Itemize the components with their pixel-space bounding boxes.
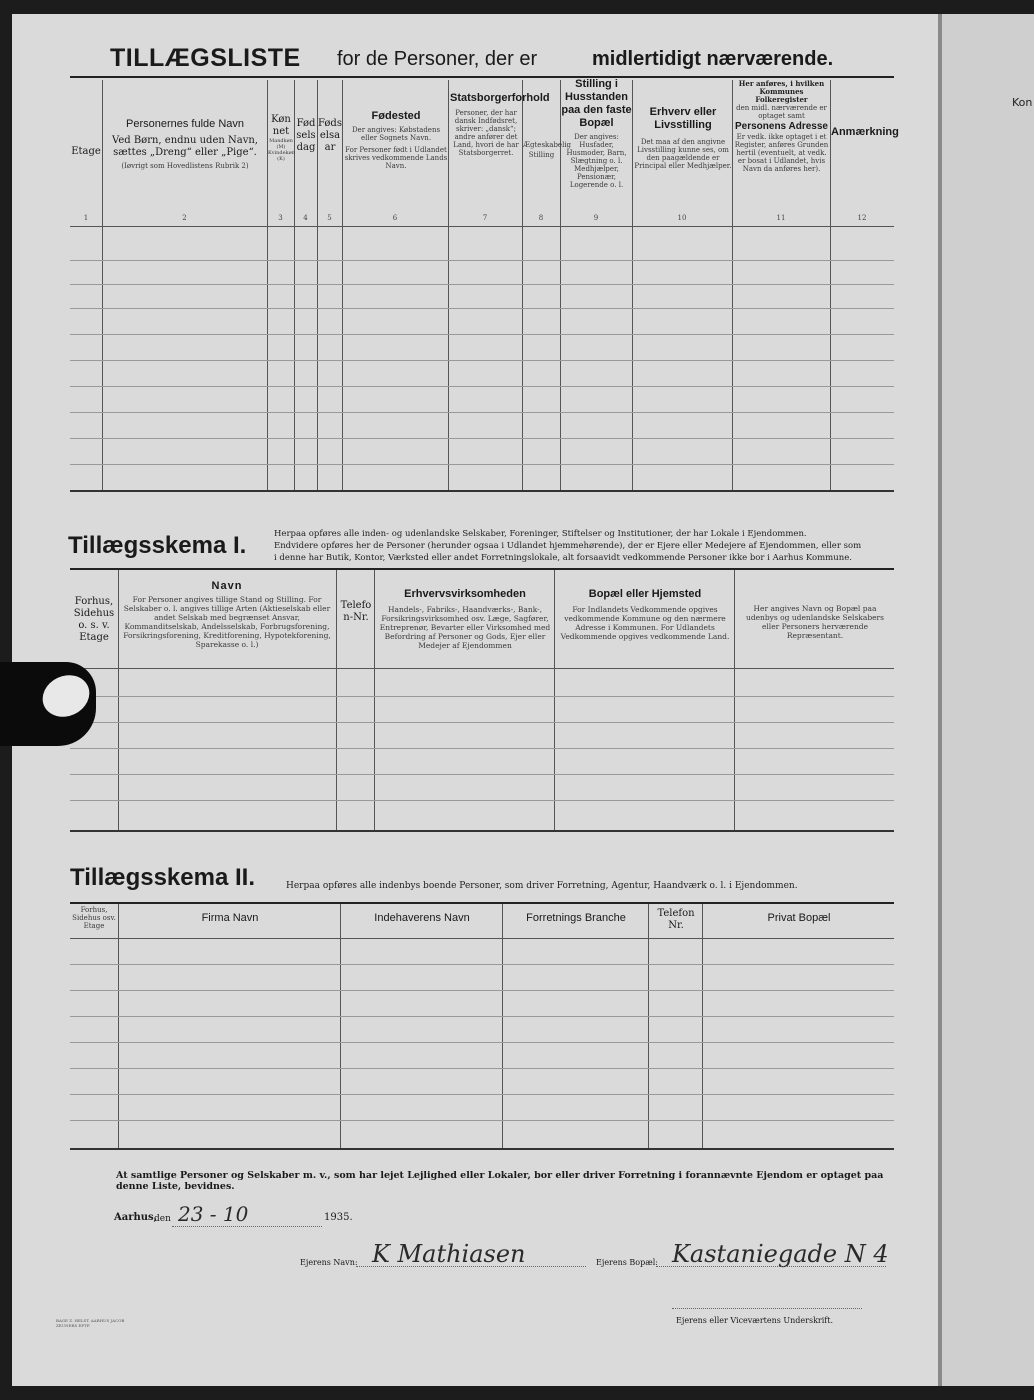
col-num-3: 3 — [278, 214, 283, 222]
place-label: Aarhus, — [114, 1212, 158, 1223]
s1-col-telefon: Telefon-Nr. — [340, 600, 372, 623]
col-num-10: 10 — [677, 214, 687, 222]
form-title: TILLÆGSLISTE — [110, 44, 301, 72]
s1-col-etage: Forhus, Sidehus o. s. v. Etage — [73, 596, 115, 643]
col-num-8: 8 — [538, 214, 544, 222]
form-subtitle: for de Personer, der er — [337, 48, 538, 70]
col-num-1: 1 — [83, 214, 89, 222]
col-statsborger: Statsborgerforhold Personer, der har dansk Indfødsret, skriver: „dansk“; andre anfører det Land, hvori de har Statsborgerret. — [450, 92, 550, 157]
col-navn: Personernes fulde Navn Ved Børn, endnu uden Navn, sættes „Dreng“ eller „Pige“. (Iøvrigt som Hovedlistens Rubrik 2) — [112, 118, 258, 170]
col-foedselsdag: Fødselsdag — [296, 118, 316, 153]
s2-col-etage: Forhus, Sidehus osv. Etage — [72, 906, 116, 930]
adjacent-page-label: Kon — [1012, 96, 1033, 109]
handwritten-date: 23 - 10 — [178, 1202, 249, 1226]
col-koennet: Kønnet Mandkøn (M) Kvindekøn (K) — [268, 114, 295, 162]
s2-col-bopael: Privat Bopæl — [767, 912, 831, 924]
col-num-11: 11 — [776, 214, 786, 222]
owner-address: Kastaniegade N 4 — [672, 1240, 889, 1268]
year-label: 1935. — [324, 1212, 353, 1223]
schema2-title: Tillægsskema II. — [70, 864, 255, 891]
col-num-12: 12 — [857, 214, 867, 222]
den-label: den — [154, 1214, 171, 1224]
s1-col-bopael: Bopæl eller Hjemsted For Indlandets Vedkommende opgives vedkommende Kommune og den nærmere Adresse i Kommunen. For Udlandets Vedkommende opgives vedkommende Land. — [560, 588, 730, 641]
col-erhverv: Erhverv eller Livsstilling Det maa af den angivne Livsstilling kunne ses, om den paagældende er Principal eller Medhjælper. — [634, 106, 732, 170]
col-etage: Etage — [71, 146, 101, 157]
col-num-9: 9 — [593, 214, 599, 222]
form-subtitle-bold: midlertidigt nærværende. — [592, 48, 834, 70]
signature-label: Ejerens eller Viceværtens Underskrift. — [676, 1316, 834, 1325]
form-page — [12, 14, 940, 1386]
attest-text: At samtlige Personer og Selskaber m. v., som har lejet Lejlighed eller Lokaler, bor eller driver Forretning i forannævnte Ejendom er optaget paa denne Liste, bevidnes. — [116, 1170, 884, 1192]
adjacent-page — [942, 14, 1034, 1386]
s2-col-indehaver: Indehaverens Navn — [374, 912, 470, 924]
owner-name-label: Ejerens Navn: — [300, 1258, 358, 1267]
col-num-5: 5 — [327, 214, 332, 222]
col-stilling: Stilling i Husstanden paa den faste Bopæl Der angives: Husfader, Husmoder, Barn, Slægtning o. l. Medhjælper, Pensionær, Logerende o. l. — [561, 78, 632, 189]
col-anmaerkning: Anmærkning — [831, 126, 899, 138]
schema1-intro: Herpaa opføres alle inden- og udenlandske Selskaber, Foreninger, Stiftelser og Institutioner, der har Lokale i Ejendommen. Endvidere opføres her de Personer (herunder ogsaa i Udlandet hjemmehørende), der er Ejere eller Medejere af Ejendommen, eller som i denne har Butik, Kontor, Værksted eller andet Forretningslokale, alt forsaavidt vedkommende Personer ikke bor i Aarhus Kommune. — [274, 529, 862, 563]
s2-col-firma: Firma Navn — [201, 912, 259, 924]
s1-col-repraesentant: Her angives Navn og Bopæl paa udenbys og udenlandske Selskabers eller Personers herværende Repræsentant. — [745, 604, 884, 640]
owner-name: K Mathiasen — [372, 1240, 526, 1268]
s1-col-navn: Navn For Personer angives tillige Stand og Stilling. For Selskaber o. l. angives tillige Arten (Aktieselskab eller andet Selskab med begrænset Ansvar, Kommanditselskab, Andelsselskab, Forbrugsforening, Forsikringsforening, Kreditforening, Hypotekforening, Sparekasse o. l.) — [123, 580, 331, 649]
col-folkeregister: Her anføres, i hvilken Kommunes Folkeregister den midl. nærværende er optaget samt Personens Adresse Er vedk. ikke optaget i et Register, anføres Grunden hertil (eventuelt, at vedk. er bosat i Udlandet, hvis Navn da anføres her). — [734, 79, 829, 173]
printer-mark: BAGE Z. HELST. AARHUS JACOB ZEUNERS EFTF. — [56, 1318, 125, 1328]
s2-col-telefon: Telefon Nr. — [657, 908, 695, 931]
col-num-7: 7 — [482, 214, 488, 222]
col-aegteskab: Ægteskabelig Stilling — [523, 141, 572, 159]
s1-col-erhverv: Erhvervsvirksomheden Handels-, Fabriks-, Haandværks-, Bank-, Forsikringsvirksomhed osv. Læge, Sagfører, Entreprenør, Bevarter eller Virksomhed med Befordring af Personer og Gods, Ejer eller Medejer af Ejendommen — [379, 588, 551, 650]
owner-address-label: Ejerens Bopæl: — [596, 1258, 659, 1267]
schema1-title: Tillægsskema I. — [68, 532, 247, 559]
col-num-6: 6 — [392, 214, 398, 222]
schema2-intro: Herpaa opføres alle indenbys boende Personer, som driver Forretning, Agentur, Haandværk o. l. i Ejendommen. — [286, 881, 798, 891]
col-foedested: Fødested Der angives: Købstadens eller Sognets Navn. For Personer født i Udlandet skrives vedkommende Lands Navn. — [344, 110, 448, 170]
s2-col-branche: Forretnings Branche — [526, 912, 626, 924]
col-num-4: 4 — [303, 214, 308, 222]
col-num-2: 2 — [182, 214, 187, 222]
col-foedselsaar: Fødselsaar — [318, 118, 342, 153]
